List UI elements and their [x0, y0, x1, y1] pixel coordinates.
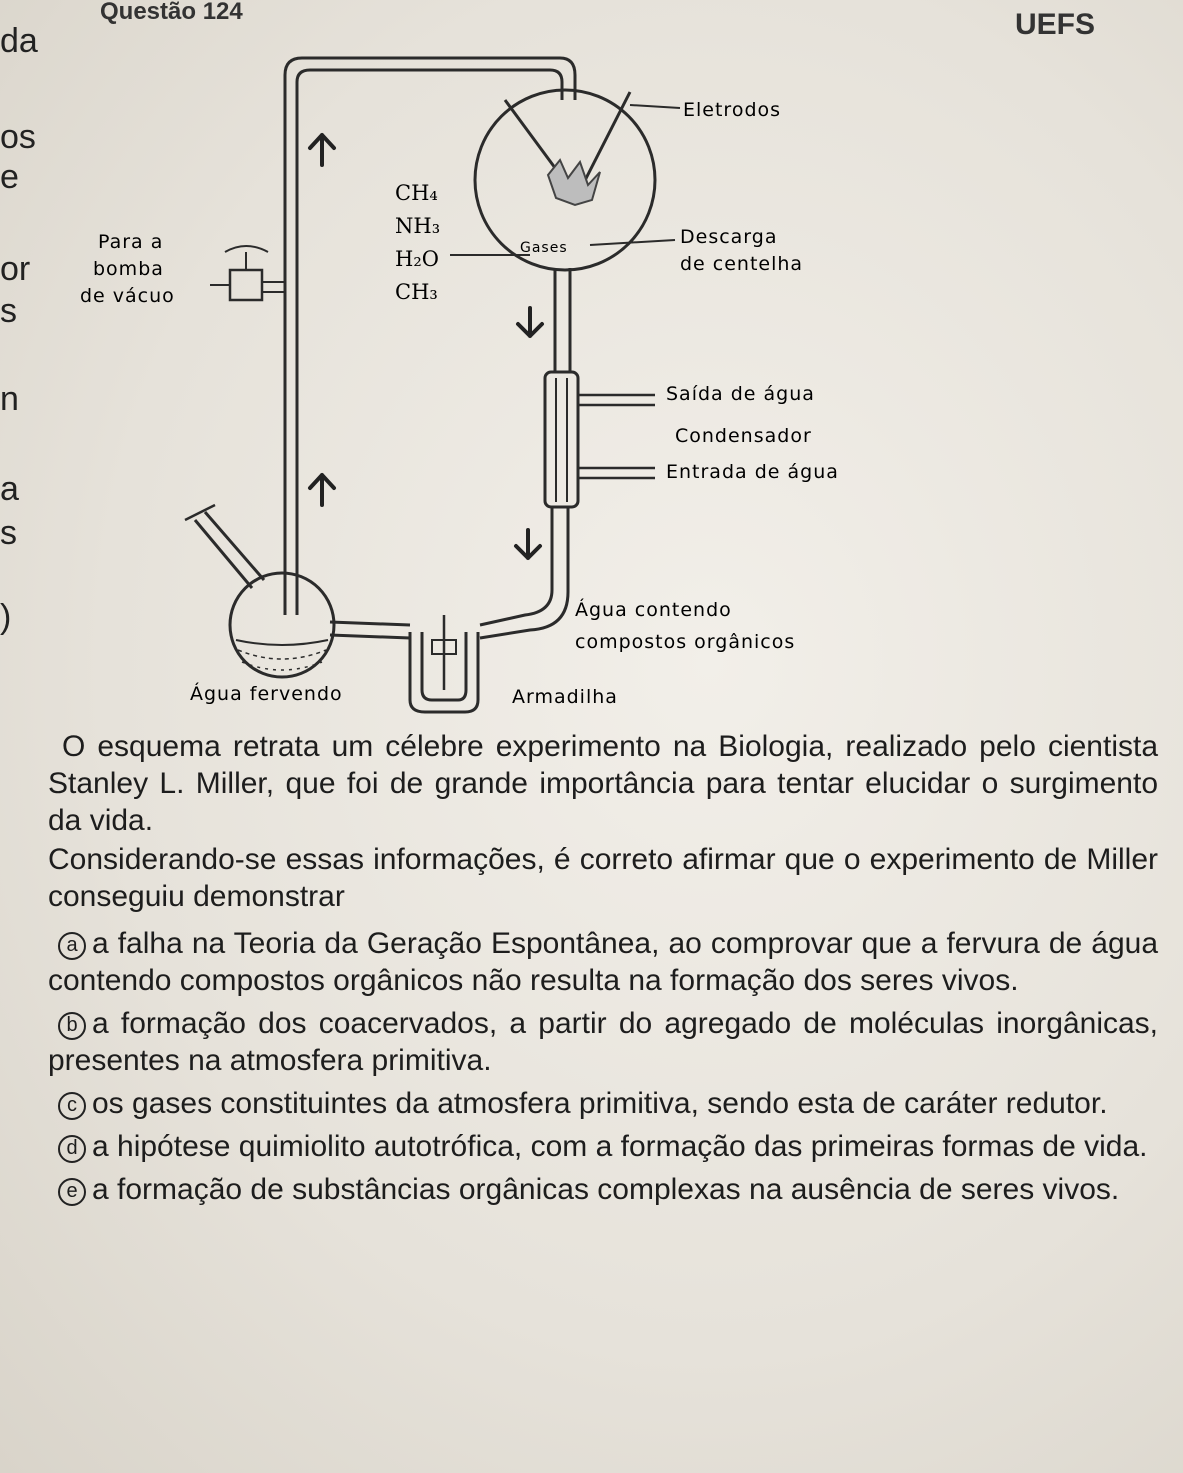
miller-apparatus-diagram	[0, 0, 1183, 720]
label-pump-1: Para a	[98, 231, 164, 253]
label-spark-2: de centelha	[680, 253, 804, 275]
arrow-up-icon	[310, 135, 334, 165]
option-e[interactable]	[48, 1171, 1158, 1208]
option-text: a falha na Teoria da Geração Espontânea, ao comprovar que a fervura de água contendo compostos orgânicos não resulta na formação dos seres vivos.	[48, 927, 1158, 997]
label-pump-2: bomba	[93, 258, 164, 280]
margin-fragment: da	[0, 22, 38, 60]
option-d[interactable]	[48, 1128, 1158, 1165]
boiling-flask	[230, 573, 334, 677]
label-condenser: Condensador	[675, 425, 812, 447]
vacuum-valve	[230, 270, 262, 300]
water-out-pipe	[578, 395, 655, 405]
margin-fragment: a	[0, 470, 19, 508]
label-water-in: Entrada de água	[666, 461, 839, 483]
margin-fragment: os	[0, 118, 36, 156]
option-text: a formação dos coacervados, a partir do agregado de moléculas inorgânicas, presentes na atmosfera primitiva.	[48, 1007, 1158, 1077]
label-gases: Gases	[520, 240, 568, 256]
option-text: a hipótese quimiolito autotrófica, com a formação das primeiras formas de vida.	[92, 1130, 1148, 1163]
water-in-pipe	[578, 468, 655, 478]
option-letter: e	[58, 1178, 86, 1206]
arrow-down-icon	[518, 308, 542, 336]
label-spark-1: Descarga	[680, 226, 778, 248]
options-list	[48, 925, 1158, 1208]
question-number: Questão 124	[100, 0, 243, 25]
arrow-down-icon	[516, 530, 540, 558]
arrow-up-icon	[310, 475, 334, 505]
option-c[interactable]	[48, 1085, 1158, 1122]
option-letter: c	[58, 1092, 86, 1120]
option-b[interactable]	[48, 1005, 1158, 1079]
formula-ch4: CH₄	[395, 181, 438, 205]
option-letter: a	[58, 932, 86, 960]
label-water-out: Saída de água	[666, 383, 815, 405]
label-water-organic-1: Água contendo	[575, 599, 732, 621]
prompt-paragraph: Considerando-se essas informações, é correto afirmar que o experimento de Miller conseguiu demonstrar	[48, 843, 1158, 913]
margin-fragment: s	[0, 292, 17, 330]
intro-paragraph: O esquema retrata um célebre experimento na Biologia, realizado pelo cientista Stanley L. Miller, que foi de grande importância para tentar elucidar o surgimento da vida.	[48, 730, 1158, 837]
formula-ch3: CH₃	[395, 280, 438, 304]
formula-nh3: NH₃	[395, 214, 441, 238]
label-pump-3: de vácuo	[80, 285, 175, 307]
label-electrodes: Eletrodos	[683, 99, 782, 121]
formula-h2o: H₂O	[395, 247, 439, 271]
option-letter: b	[58, 1012, 86, 1040]
margin-fragment: s	[0, 514, 17, 552]
margin-fragment: or	[0, 250, 31, 288]
margin-fragment: )	[0, 598, 12, 636]
option-letter: d	[58, 1135, 86, 1163]
option-text: a formação de substâncias orgânicas complexas na ausência de seres vivos.	[92, 1173, 1120, 1206]
exam-name: UEFS	[1015, 8, 1096, 41]
margin-fragment: n	[0, 380, 19, 418]
question-body	[48, 728, 1158, 1208]
condenser-jacket	[545, 372, 578, 507]
label-boiling-water: Água fervendo	[190, 683, 343, 705]
label-water-organic-2: compostos orgânicos	[575, 631, 796, 653]
left-tube-inner	[297, 70, 562, 615]
margin-fragment: e	[0, 158, 19, 196]
option-text: os gases constituintes da atmosfera primitiva, sendo esta de caráter redutor.	[92, 1087, 1108, 1120]
label-trap: Armadilha	[512, 686, 618, 708]
option-a[interactable]	[48, 925, 1158, 999]
